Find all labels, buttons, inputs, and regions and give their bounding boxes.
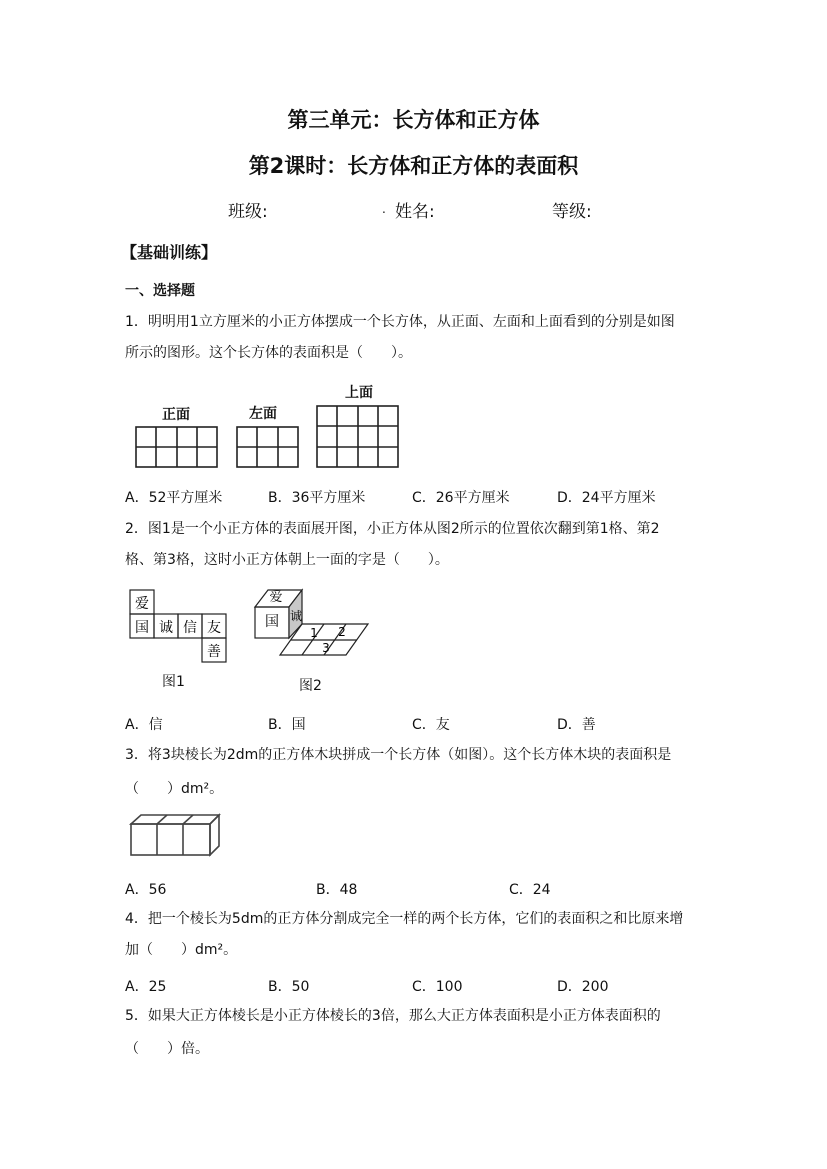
q2-line2: 格、第3格，这时小正方体朝上一面的字是（ ）。 [125, 552, 449, 568]
cube-front-face: 国 [265, 614, 279, 630]
grid-cell-3: 3 [322, 641, 330, 655]
q3-option-c[interactable]: C．24 [509, 882, 551, 898]
q5-line2: （ ）倍。 [125, 1041, 209, 1057]
net-cell-guo: 国 [135, 620, 149, 636]
q3-option-b[interactable]: B．48 [316, 882, 358, 898]
q3-line2: （ ）dm²。 [125, 781, 224, 797]
net-cell-ai: 爱 [135, 596, 149, 612]
part-heading: 一、选择题 [125, 283, 195, 299]
figure1-caption: 图1 [162, 674, 185, 690]
figure2-caption: 图2 [299, 678, 322, 694]
q4-option-d[interactable]: D．200 [557, 979, 609, 995]
q4-option-c[interactable]: C．100 [412, 979, 463, 995]
q1-option-b[interactable]: B．36平方厘米 [268, 490, 366, 506]
left-view-label: 左面 [249, 406, 277, 422]
page-subtitle: 第2课时：长方体和正方体的表面积 [248, 154, 579, 178]
name-label: 姓名: [395, 202, 435, 222]
class-label: 班级: [228, 202, 268, 222]
q4-line1: 4．把一个棱长为5dm的正方体分割成完全一样的两个长方体，它们的表面积之和比原来增 [125, 911, 684, 927]
q3-line1: 3．将3块棱长为2dm的正方体木块拼成一个长方体（如图）。这个长方体木块的表面积是 [125, 747, 672, 763]
separator-dot: . [382, 202, 386, 216]
net-cell-shan: 善 [207, 644, 221, 660]
q2-line1: 2．图1是一个小正方体的表面展开图，小正方体从图2所示的位置依次翻到第1格、第2 [125, 521, 660, 537]
q2-option-c[interactable]: C．友 [412, 717, 450, 733]
grade-label: 等级: [552, 202, 592, 222]
q2-option-d[interactable]: D．善 [557, 717, 596, 733]
cube-top-face: 爱 [269, 590, 283, 605]
top-view-label: 上面 [345, 385, 373, 401]
q3-option-a[interactable]: A．56 [125, 882, 167, 898]
q1-option-a[interactable]: A．52平方厘米 [125, 490, 223, 506]
section-heading: 【基础训练】 [121, 243, 218, 262]
q1-option-d[interactable]: D．24平方厘米 [557, 490, 656, 506]
grid-cell-2: 2 [338, 625, 346, 639]
cube-side-face: 诚 [289, 609, 303, 623]
q2-option-a[interactable]: A．信 [125, 717, 163, 733]
net-cell-cheng: 诚 [159, 620, 173, 636]
net-cell-xin: 信 [183, 620, 197, 636]
q5-line1: 5．如果大正方体棱长是小正方体棱长的3倍，那么大正方体表面积是小正方体表面积的 [125, 1008, 661, 1024]
front-view-label: 正面 [162, 407, 190, 423]
q4-option-b[interactable]: B．50 [268, 979, 310, 995]
page-title: 第三单元：长方体和正方体 [287, 108, 540, 132]
q1-line1: 1．明明用1立方厘米的小正方体摆成一个长方体，从正面、左面和上面看到的分别是如图 [125, 314, 675, 330]
q2-option-b[interactable]: B．国 [268, 717, 306, 733]
grid-cell-1: 1 [310, 626, 318, 640]
q1-option-c[interactable]: C．26平方厘米 [412, 490, 510, 506]
q4-line2: 加（ ）dm²。 [125, 942, 238, 958]
q4-option-a[interactable]: A．25 [125, 979, 167, 995]
net-cell-you: 友 [207, 620, 221, 636]
q1-line2: 所示的图形。这个长方体的表面积是（ ）。 [125, 345, 412, 361]
